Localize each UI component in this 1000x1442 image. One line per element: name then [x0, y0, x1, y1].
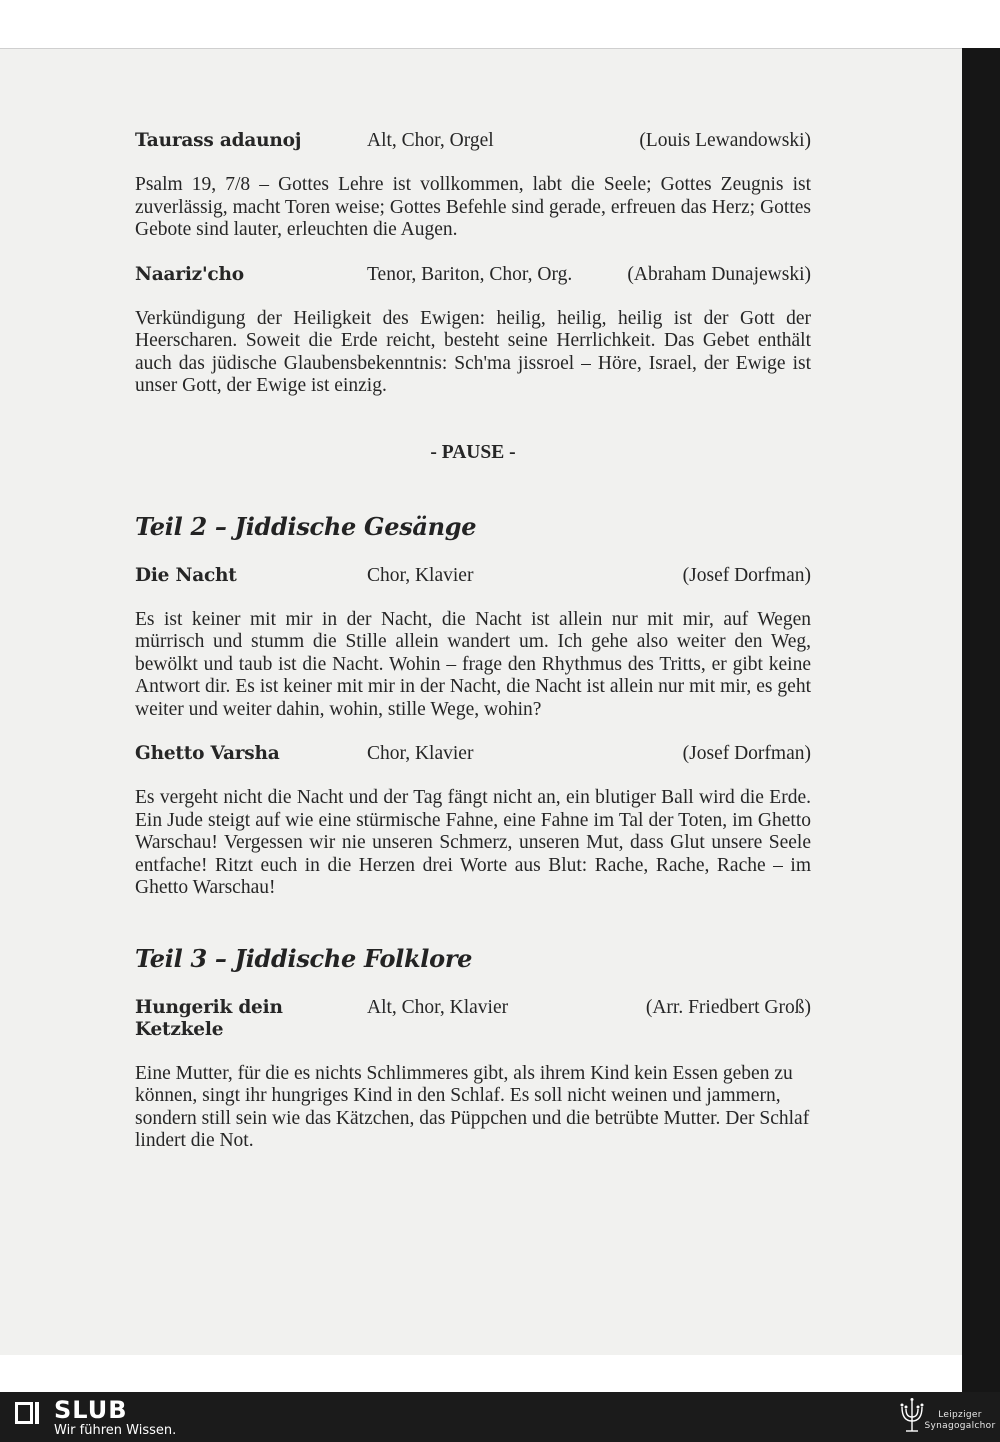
section-heading-part-3: Teil 3 – Jiddische Folklore	[135, 943, 473, 973]
piece-title: Ghetto Varsha	[135, 743, 280, 764]
piece-header	[135, 264, 811, 286]
piece-title: Die Nacht	[135, 564, 237, 586]
piece-header	[135, 743, 811, 765]
piece-voices: Chor, Klavier	[367, 743, 474, 764]
piece-title: Naariz'cho	[135, 263, 244, 285]
piece-description: Es ist keiner mit mir in der Nacht, die Nacht ist allein nur mit mir, auf Wegen mürrisch und stumm die Stille allein wandert um. Ich gehe also weiter den Weg, bewölkt und taub ist die Nacht. Wohin – frage den Rhythmus des Tritts, er gibt keine Antwort dir. Es ist keiner mit mir in der Nacht, die Nacht ist allein nur mit mir, es geht weiter und weiter dahin, wohin, stille Wege, wohin?	[135, 608, 811, 720]
piece-voices: Alt, Chor, Orgel	[367, 130, 494, 151]
piece-composer: (Arr. Friedbert Groß)	[645, 996, 811, 1018]
piece-description: Es vergeht nicht die Nacht und der Tag fängt nicht an, ein blutiger Ball wird die Erde. Ein Jude steigt auf wie eine stürmische Fahne, eine Fahne im Tal der Toten, im Ghetto Warschau! Vergessen wir nie unseren Schmerz, unseren Mut, dass Glut unsere Seele entfache! Ritzt euch in die Herzen drei Worte aus Blut: Rache, Rache, Rache – im Ghetto Warschau!	[135, 787, 811, 898]
piece-description: Psalm 19, 7/8 – Gottes Lehre ist vollkommen, labt die Seele; Gottes Zeugnis ist zuverlässig, macht Toren weise; Gottes Befehle sind gerade, erfreuen das Herz; Gottes Gebote sind lauter, erleuchten die Augen.	[135, 174, 811, 240]
viewer-footer	[0, 1392, 1000, 1442]
piece-composer: (Louis Lewandowski)	[639, 130, 811, 151]
piece-voices: Chor, Klavier	[367, 564, 474, 586]
piece-title-line: Ketzkele	[135, 1018, 224, 1040]
piece-voices: Tenor, Bariton, Chor, Org.	[367, 263, 573, 285]
piece-voices: Alt, Chor, Klavier	[367, 996, 509, 1018]
piece-composer: (Abraham Dunajewski)	[627, 263, 811, 285]
piece-header	[135, 130, 811, 152]
choir-name-line-2: Synagogalchor	[924, 1421, 996, 1431]
piece-title: Taurass adaunoj	[135, 130, 302, 151]
pause-label: - PAUSE -	[430, 441, 516, 463]
piece-header	[135, 997, 811, 1041]
piece-title-line: Hungerik dein	[135, 996, 283, 1018]
program-content	[135, 130, 811, 1175]
piece-header	[135, 565, 811, 587]
piece-composer: (Josef Dorfman)	[682, 564, 811, 586]
section-heading-part-2: Teil 2 – Jiddische Gesänge	[135, 511, 477, 541]
choir-name-line-1: Leipziger	[938, 1410, 982, 1420]
piece-composer: (Josef Dorfman)	[682, 743, 811, 764]
library-tagline: Wir führen Wissen.	[54, 1423, 177, 1438]
library-name[interactable]: SLUB	[54, 1396, 128, 1424]
book-logo-icon[interactable]	[14, 1400, 40, 1426]
choir-name	[922, 1410, 998, 1432]
piece-description: Eine Mutter, für die es nichts Schlimmeres gibt, als ihrem Kind kein Essen geben zu können, singt ihr hungriges Kind in den Schlaf. Es soll nicht weinen und jammern, sondern still sein wie das Kätzchen, das Püppchen und die betrübte Mutter. Der Schlaf lindert die Not.	[135, 1062, 810, 1151]
piece-description: Verkündigung der Heiligkeit des Ewigen: heilig, heilig, heilig ist der Gott der Heerscharen. Soweit die Erde reicht, besteht seine Herrlichkeit. Das Gebet enthält auch das jüdische Glaubensbekenntnis: Sch'ma jissroel – Höre, Israel, der Ewige ist unser Gott, der Ewige ist einzig.	[135, 307, 811, 396]
piece-title	[135, 997, 367, 1041]
scan-edge	[962, 48, 1000, 1392]
